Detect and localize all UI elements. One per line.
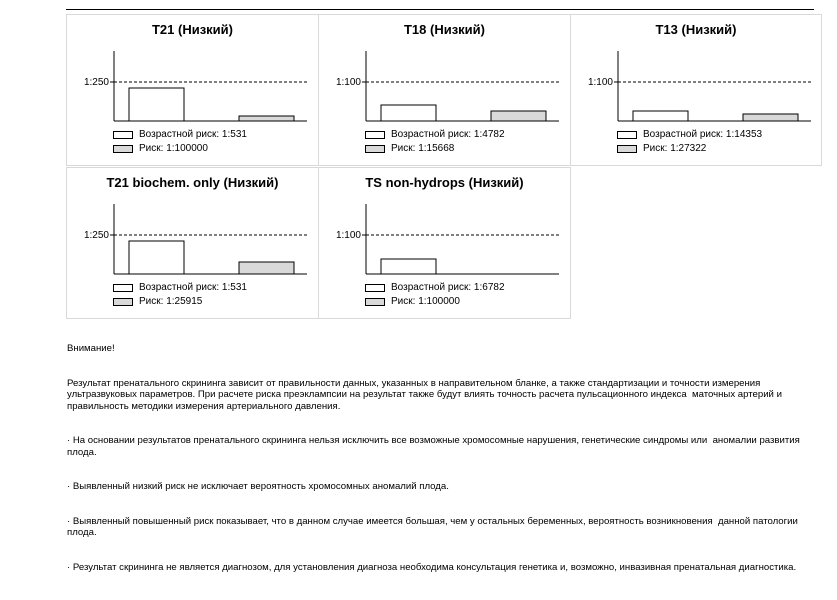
risk-bar [491,111,546,121]
cutoff-label: 1:100 [587,77,613,88]
notes-section [67,320,807,585]
risk-swatch [365,298,385,306]
chart-legend [365,281,505,309]
risk-chart-panel [318,167,571,319]
header-divider [66,9,814,10]
risk-chart-plot [67,168,319,288]
risk-swatch [617,145,637,153]
risk-chart-panel [66,167,319,319]
age-risk-bar [381,105,436,121]
risk-swatch [113,145,133,153]
age-risk-bar [381,259,436,274]
risk-chart-plot [67,15,319,135]
chart-title: T21 biochem. only (Низкий) [106,175,279,190]
legend-label: Возрастной риск: 1:531 [139,129,247,140]
legend-item [113,142,247,156]
age-risk-swatch [365,284,385,292]
legend-item [113,281,247,295]
legend-item [113,128,247,142]
notes-paragraph-1: Результат пренатального скрининга зависит от правильности данных, указанных в направительном бланке, а также стандартизации и точности измерения ультразвуковых параметров. При расчете риска преэклампсии на результат также будут влиять точность расчета пульсационного индекса маточных артерий и правильность методики измерения артериального давления. [67,377,785,412]
legend-label: Возрастной риск: 1:531 [139,282,247,293]
legend-label: Возрастной риск: 1:6782 [391,282,505,293]
legend-label: Риск: 1:15668 [391,143,455,154]
legend-item [365,142,505,156]
age-risk-swatch [617,131,637,139]
risk-chart-plot [571,15,823,135]
legend-label: Риск: 1:25915 [139,296,203,307]
chart-legend [113,281,247,309]
age-risk-bar [129,88,184,121]
age-risk-swatch [113,131,133,139]
legend-item [113,295,247,309]
risk-bar [239,116,294,121]
risk-bar [743,114,798,121]
age-risk-bar [633,111,688,121]
cutoff-label: 1:100 [335,77,361,88]
risk-chart-plot [319,15,571,135]
legend-label: Риск: 1:100000 [391,296,460,307]
notes-paragraph-2: · На основании результатов пренатального скрининга нельзя исключить все возможные хромосомные нарушения, генетические синдромы или аномалии развития плода. [67,435,803,458]
risk-bar [239,262,294,274]
legend-item [365,295,505,309]
legend-item [617,142,762,156]
chart-title: T21 (Низкий) [151,22,233,37]
cutoff-label: 1:250 [83,77,109,88]
notes-paragraph-5: · Результат скрининга не является диагнозом, для установления диагноза необходима консультация генетика и, возможно, инвазивная пренатальная диагностика. [67,561,797,573]
legend-label: Возрастной риск: 1:4782 [391,129,505,140]
age-risk-swatch [365,131,385,139]
legend-item [617,128,762,142]
chart-legend [113,128,247,156]
notes-paragraph-4: · Выявленный повышенный риск показывает, что в данном случае имеется большая, чем у остальных беременных, вероятность возникновения данной патологии плода. [67,515,801,538]
legend-item [365,281,505,295]
cutoff-label: 1:100 [335,230,361,241]
risk-swatch [113,298,133,306]
risk-swatch [365,145,385,153]
chart-legend [617,128,762,156]
chart-title: T13 (Низкий) [655,22,737,37]
legend-label: Риск: 1:100000 [139,143,208,154]
chart-title: TS non-hydrops (Низкий) [365,175,524,190]
notes-heading: Внимание! [67,343,115,354]
legend-label: Риск: 1:27322 [643,143,707,154]
notes-paragraph-3: · Выявленный низкий риск не исключает вероятность хромосомных аномалий плода. [67,481,449,492]
legend-item [365,128,505,142]
cutoff-label: 1:250 [83,230,109,241]
risk-chart-panel [570,14,822,166]
legend-label: Возрастной риск: 1:14353 [643,129,763,140]
risk-chart-panel [66,14,319,166]
risk-chart-plot [319,168,571,288]
risk-chart-panel [318,14,571,166]
age-risk-swatch [113,284,133,292]
age-risk-bar [129,241,184,274]
chart-legend [365,128,505,156]
chart-title: T18 (Низкий) [403,22,485,37]
